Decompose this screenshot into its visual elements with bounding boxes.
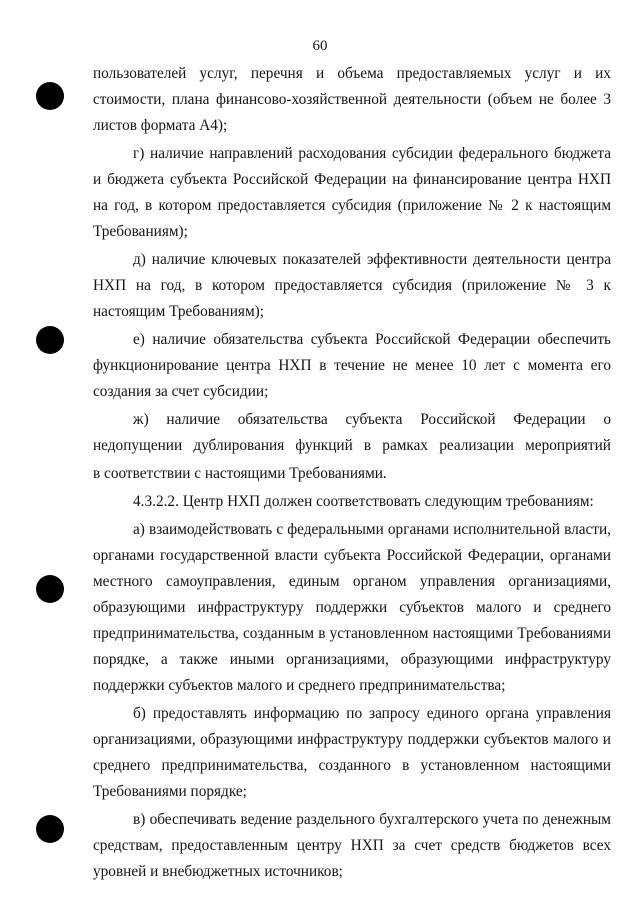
paragraph-item-zh: ж) наличие обязательства субъекта Российской Федерации о недопущении дублирования функций в рамках реализации мероприятий bbox=[93, 411, 611, 454]
punch-hole bbox=[36, 575, 64, 603]
paragraph-item-a: а) взаимодействовать с федеральными органами исполнительной власти, органами государственной власти субъекта Российской Федерации, органами местного самоуправления, единым органом управления организациями, образующими инфраструктуру поддержки субъектов малого и среднего предпринимательства, созданным в установленном настоящими Требованиями порядке, а также иными организациями, образующими инфраструктуру поддержки субъектов малого и среднего предпринимательства; bbox=[93, 521, 611, 694]
paragraph-item-b: б) предоставлять информацию по запросу единого органа управления организациями, образующими инфраструктуру поддержки субъектов малого и среднего предпринимательства, созданного в установленном настоящими Требованиями порядке; bbox=[93, 705, 611, 800]
punch-hole bbox=[36, 326, 64, 354]
paragraph-item-e: е) наличие обязательства субъекта Российской Федерации обеспечить функционирование центра НХП в течение не менее 10 лет с момента его создания за счет субсидии; bbox=[93, 331, 611, 400]
paragraph-continuation: пользователей услуг, перечня и объема предоставляемых услуг и их стоимости, плана финансово-хозяйственной деятельности (объем не более 3 листов формата А4); bbox=[93, 65, 611, 134]
paragraph-item-d: д) наличие ключевых показателей эффективности деятельности центра НХП на год, в котором предоставляется субсидия (приложение № 3 к настоящим Требованиям); bbox=[93, 251, 611, 320]
punch-hole bbox=[36, 815, 64, 843]
punch-hole bbox=[36, 82, 64, 110]
paragraph-item-g: г) наличие направлений расходования субсидии федерального бюджета и бюджета субъекта Российской Федерации на финансирование центра НХП на год, в котором предоставляется субсидия (приложение № 2 к настоящим Требованиям); bbox=[93, 145, 611, 240]
page-number: 60 bbox=[312, 38, 328, 54]
document-body bbox=[93, 61, 611, 887]
paragraph-section-4-3-2-2: 4.3.2.2. Центр НХП должен соответствовать следующим требованиям: bbox=[133, 493, 594, 510]
paragraph-item-zh-end: в соответствии с настоящими Требованиями. bbox=[93, 465, 387, 482]
paragraph-item-v: в) обеспечивать ведение раздельного бухгалтерского учета по денежным средствам, предоставленным центру НХП за счет средств бюджетов всех уровней и внебюджетных источников; bbox=[93, 811, 611, 880]
